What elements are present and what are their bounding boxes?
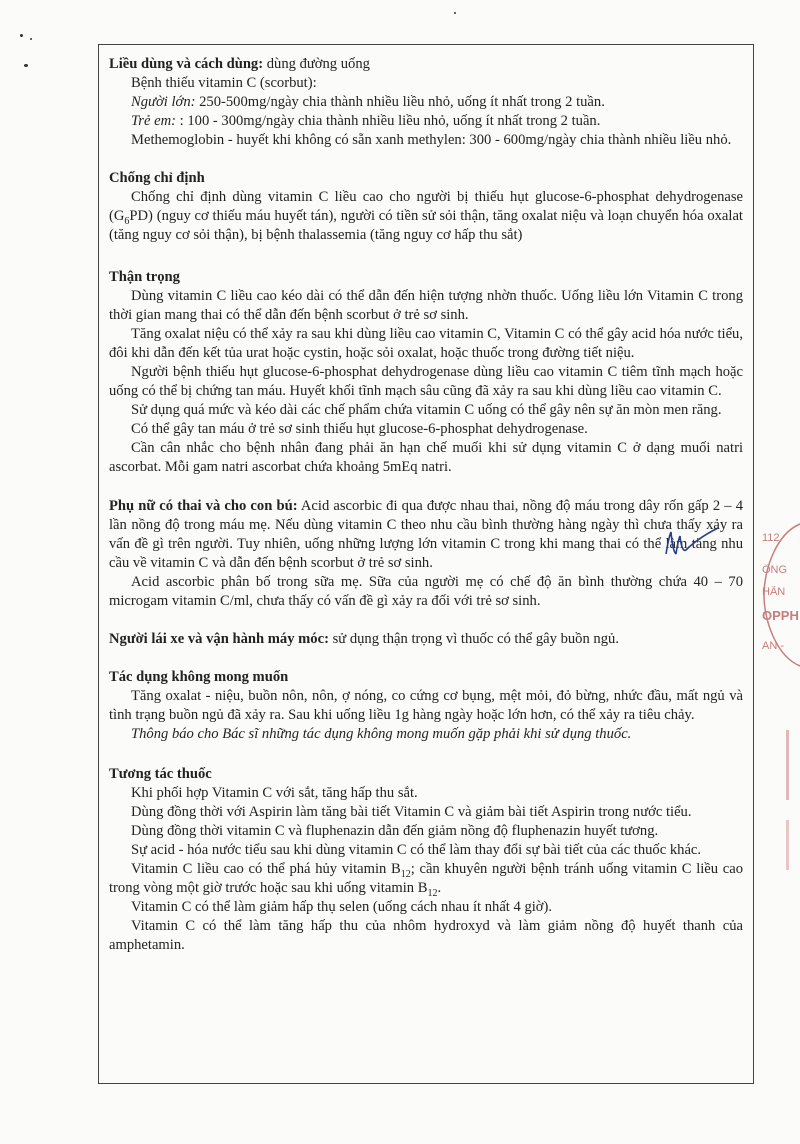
section-title: Tương tác thuốc — [109, 766, 212, 782]
stamp-edge — [786, 730, 789, 800]
stamp-fragment: OPPH — [762, 608, 799, 623]
scan-dot — [20, 34, 23, 37]
paragraph: Người bệnh thiếu hụt glucose-6-phosphat dehydrogenase dùng liều cao vitamin C tiêm tĩnh mạch hoặc uống có thể bị chứng tan máu. Huyết khối tĩnh mạch sâu cũng đã xảy ra sau khi dùng liều cao vitamin C. — [109, 364, 743, 399]
paragraph: Acid ascorbic phân bố trong sữa mẹ. Sữa của người mẹ có chế độ ăn bình thường chứa 40 – 70 microgam vitamin C/ml, chưa thấy có vấn đề gì xảy ra đối với trẻ sơ sinh. — [109, 574, 743, 609]
section-title: Chống chỉ định — [109, 170, 205, 186]
child-label: Trẻ em: — [131, 113, 176, 129]
scan-dot — [454, 12, 456, 14]
paragraph: Vitamin C có thể làm giảm hấp thụ selen (uống cách nhau ít nhất 4 giờ). — [131, 899, 553, 915]
paragraph: Khi phối hợp Vitamin C với sắt, tăng hấp thu sắt. — [131, 785, 418, 801]
paragraph: Dùng đồng thời vitamin C và fluphenazin dẫn đến giảm nồng độ fluphenazin huyết tương. — [131, 823, 659, 839]
paragraph: Sử dụng quá mức và kéo dài các chế phẩm chứa vitamin C uống có thể gây nên sự ăn mòn men răng. — [131, 402, 722, 418]
stamp-edge — [786, 820, 789, 870]
scan-dot — [30, 38, 32, 40]
contraindication-section: Chống chỉ định Chống chỉ định dùng vitamin C liều cao cho người bị thiếu hụt glucose-6-phosphat dehydrogenase $(G_6PD)$ (nguy cơ thiếu máu huyết tán), người có tiền sử sỏi thận, tăng oxalat niệu và loạn chuyển hóa oxalat (tăng nguy cơ sỏi thận), bị bệnh thalassemia (tăng nguy cơ hấp thu sắt) — [109, 170, 743, 243]
stamp-outline — [756, 520, 800, 670]
caution-section — [109, 268, 743, 477]
paragraph: Có thể gây tan máu ở trẻ sơ sinh thiếu hụt glucose-6-phosphat dehydrogenase. — [131, 421, 588, 437]
driving-section: Người lái xe và vận hành máy móc: sử dụng thận trọng vì thuốc có thể gây buồn ngủ. — [109, 631, 619, 647]
stamp-fragment: ÔNG — [762, 564, 788, 576]
stamp-fragment: AN - — [762, 640, 784, 652]
leaflet-frame — [98, 44, 754, 1084]
section-title: Tác dụng không mong muốn — [109, 669, 289, 685]
stamp-fragment: HÃN — [762, 586, 786, 598]
scan-dot — [24, 64, 28, 67]
notice-paragraph: Thông báo cho Bác sĩ những tác dụng không mong muốn gặp phải khi sử dụng thuốc. — [131, 726, 632, 742]
dosage-section: Liều dùng và cách dùng: dùng đường uống Bệnh thiếu vitamin C (scorbut): Người lớn: 250-500mg/ngày chia thành nhiều liều nhỏ, uống ít nhất trong 2 tuần. Trẻ em: : 100 - 300mg/ngày chia thành nhiều liều nhỏ, uống ít nhất trong 2 tuần. Methemoglobin - huyết khi không có sẵn xanh methylen: 300 - 600mg/ngày chia thành nhiều liều nhỏ. — [109, 55, 743, 150]
paragraph: Dùng đồng thời với Aspirin làm tăng bài tiết Vitamin C và giảm bài tiết Aspirin trong nước tiểu. — [131, 804, 692, 820]
dosage-title: Liều dùng và cách dùng: — [109, 56, 264, 72]
stamp-fragment: 112 — [762, 532, 780, 544]
signature-mark — [662, 524, 732, 564]
dosage-line: Bệnh thiếu vitamin C (scorbut): — [131, 75, 317, 91]
adult-label: Người lớn: — [131, 94, 196, 110]
section-title: Thận trọng — [109, 269, 180, 285]
section-title: Người lái xe và vận hành máy móc: — [109, 631, 329, 647]
pregnancy-section: Phụ nữ có thai và cho con bú: Acid ascorbic đi qua được nhau thai, nồng độ máu trong dây rốn gấp 2 – 4 lần nồng độ trong máu mẹ. Nếu dùng vitamin C theo nhu cầu bình thường hàng ngày thì chưa thấy xảy ra vấn đề gì trên người. Tuy nhiên, uống những lượng lớn vitamin C trong khi mang thai có thể làm tăng nhu cầu về vitamin C và dẫn đến bệnh scorbut ở trẻ sơ sinh. Acid ascorbic phân bố trong sữa mẹ. Sữa của người mẹ có chế độ ăn bình thường chứa 40 – 70 microgam vitamin C/ml, chưa thấy có vấn đề gì xảy ra đối với trẻ sơ sinh. — [109, 498, 743, 609]
interaction-section: Tương tác thuốc Khi phối hợp Vitamin C với sắt, tăng hấp thu sắt. Dùng đồng thời với Aspirin làm tăng bài tiết Vitamin C và giảm bài tiết Aspirin trong nước tiểu. Dùng đồng thời vitamin C và fluphenazin dẫn đến giảm nồng độ fluphenazin huyết tương. Sự acid - hóa nước tiểu sau khi dùng vitamin C có thể làm thay đổi sự bài tiết của các thuốc khác. Vitamin C liều cao có thể phá hủy vitamin $B_{12}$; cần khuyên người bệnh tránh uống vitamin C liều cao trong vòng một giờ trước hoặc sau khi uống vitamin $B_{12}$. Vitamin C có thể làm giảm hấp thụ selen (uống cách nhau ít nhất 4 giờ). Vitamin C có thể làm tăng hấp thu của nhôm hydroxyd và làm giảm nồng độ huyết thanh của amphetamin. — [109, 766, 743, 953]
paragraph: Sự acid - hóa nước tiểu sau khi dùng vitamin C có thể làm thay đổi sự bài tiết của các thuốc khác. — [131, 842, 702, 858]
dosage-line: Methemoglobin - huyết khi không có sẵn xanh methylen: 300 - 600mg/ngày chia thành nhiều liều nhỏ. — [131, 132, 732, 148]
section-title: Phụ nữ có thai và cho con bú: — [109, 498, 298, 514]
paragraph: Tăng oxalat niệu có thể xảy ra sau khi dùng liều cao vitamin C, Vitamin C có thể gây acid hóa nước tiểu, đôi khi dẫn đến kết tủa urat hoặc cystin, hoặc sỏi oxalat, hoặc thuốc trong đường tiết niệu. — [109, 326, 743, 361]
adverse-section — [109, 668, 743, 744]
paragraph: Tăng oxalat - niệu, buồn nôn, nôn, ợ nóng, co cứng cơ bụng, mệt mỏi, đỏ bừng, nhức đầu, mất ngủ và tình trạng buồn ngủ đã xảy ra. Sau khi uống liều 1g hàng ngày hoặc lớn hơn, có thể xảy ra tiêu chảy. — [109, 688, 743, 723]
paragraph: Dùng vitamin C liều cao kéo dài có thể dẫn đến hiện tượng nhờn thuốc. Uống liều lớn Vitamin C trong thời gian mang thai có thể dẫn đến bệnh scorbut ở trẻ sơ sinh. — [109, 288, 743, 323]
paragraph: Vitamin C có thể làm tăng hấp thu của nhôm hydroxyd và làm giảm nồng độ huyết thanh của amphetamin. — [109, 918, 743, 953]
paragraph: Cần cân nhắc cho bệnh nhân đang phải ăn hạn chế muối khi sử dụng vitamin C ở dạng muối natri ascorbat. Mỗi gam natri ascorbat chứa khoảng 5mEq natri. — [109, 440, 743, 475]
